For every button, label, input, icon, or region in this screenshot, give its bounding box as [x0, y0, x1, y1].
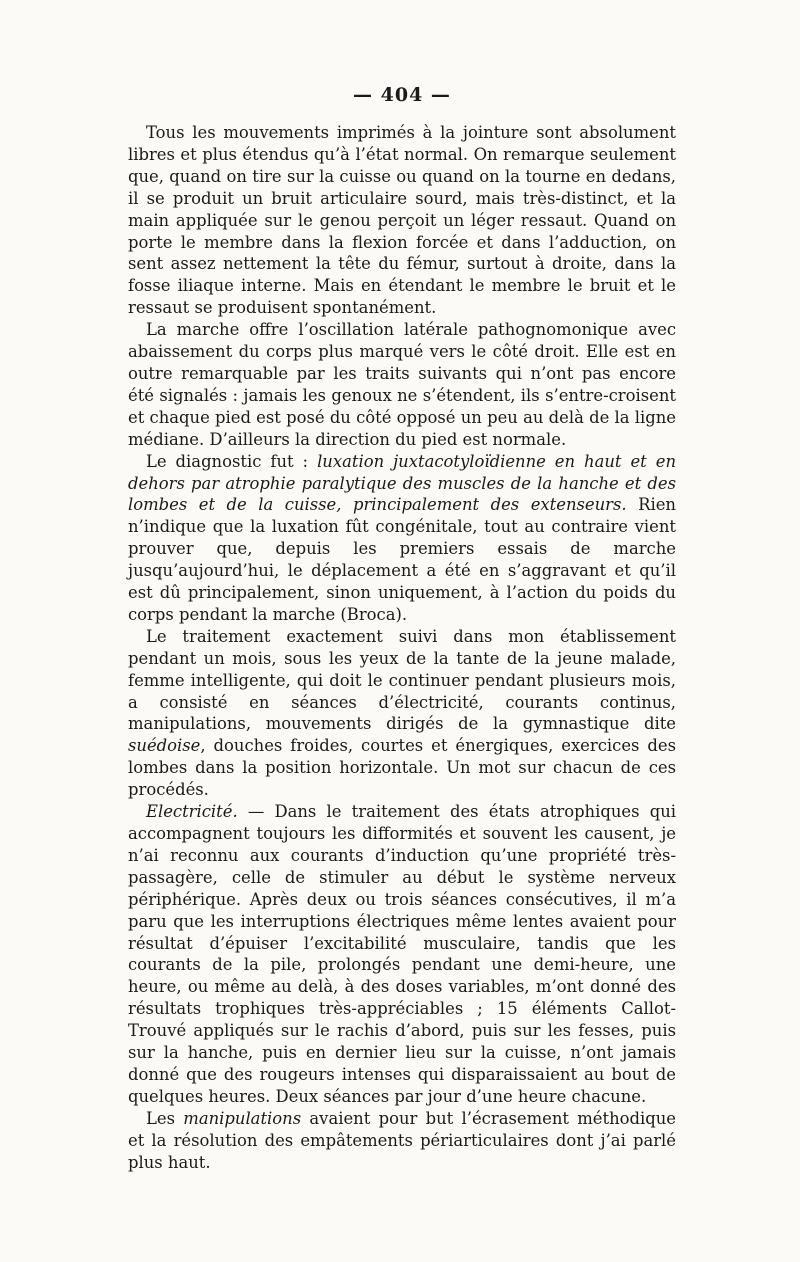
paragraph-text: La marche offre l’oscillation latérale pathognomonique avec abaissement du corps plus marqué vers le côté droit. Elle est en outre remarquable par les traits suivants qui n’ont pas encore été signalés : jamais les genoux ne s’étendent, ils s’entre-croisent et chaque pied est posé du côté opposé un peu au delà de la ligne médiane. D’ailleurs la direction du pied est normale. — [128, 320, 676, 449]
manipulations-italic: manipulations — [183, 1108, 302, 1128]
document-page — [128, 84, 676, 1174]
paragraph-text: Les — [146, 1108, 184, 1128]
paragraph-text: Le diagnostic fut : — [146, 451, 318, 471]
paragraph-gait — [128, 319, 676, 450]
paragraph-treatment — [128, 626, 676, 801]
page-number: — 404 — — [353, 84, 451, 106]
paragraph-text: Le traitement exactement suivi dans mon établissement pendant un mois, sous les yeux de la tante de la jeune malade, femme intelligente, qui doit le continuer pendant plusieurs mois, a consisté en séances d’électricité, courants continus, manipulations, mouvements dirigés de la gymnastique dite — [128, 626, 676, 734]
paragraph-text: Tous les mouvements imprimés à la jointure sont absolument libres et plus étendus qu’à l’état normal. On remarque seulement que, quand on tire sur la cuisse ou quand on la tourne en dedans, il se produit un bruit articulaire sourd, mais très-distinct, et la main appliquée sur le genou perçoit un léger ressaut. Quand on porte le membre dans la flexion forcée et dans l’adduction, on sent assez nettement la tête du fémur, surtout à droite, dans la fosse iliaque interne. Mais en étendant le membre le bruit et le ressaut se produisent spontanément. — [128, 123, 676, 318]
electricite-heading: Electricité. — [146, 802, 238, 822]
paragraph-joint-movements — [128, 122, 676, 319]
diagnosis-italic: luxation juxtacotyloïdienne en haut et en dehors par atrophie paralytique des muscles de la hanche et des lombes et de la cuisse, principalement des extenseurs. — [128, 451, 677, 515]
paragraph-diagnosis — [128, 451, 676, 626]
paragraph-text: , douches froides, courtes et énergiques, exercices des lombes dans la position horizontale. Un mot sur chacun de ces procédés. — [128, 736, 676, 800]
paragraph-text: — Dans le traitement des états atrophiques qui accompagnent toujours les difformités et souvent les causent, je n’ai reconnu aux courants d’induction qu’une propriété très-passagère, celle de stimuler au début le système nerveux périphérique. Après deux ou trois séances consécutives, il m’a paru que les interruptions électriques même lentes avaient pour résultat d’épuiser l’excitabilité musculaire, tandis que les courants de la pile, prolongés pendant une demi-heure, une heure, ou même au delà, à des doses variables, m’ont donné des résultats trophiques très-appréciables ; 15 éléments Callot-Trouvé appliqués sur le rachis d’abord, puis sur les fesses, puis sur la hanche, puis en dernier lieu sur la cuisse, n’ont jamais donné que des rougeurs intenses qui disparaissaient au bout de quelques heures. Deux séances par jour d’une heure chacune. — [128, 802, 676, 1106]
paragraph-manipulations — [128, 1108, 676, 1174]
paragraph-electricity — [128, 801, 676, 1108]
paragraph-text: avaient pour but l’écrasement méthodique et la résolution des empâtements périarticulaires dont j’ai parlé plus haut. — [128, 1108, 676, 1172]
paragraph-text: Rien n’indique que la luxation fût congénitale, tout au contraire vient prouver que, depuis les premiers essais de marche jusqu’aujourd’hui, le déplacement a été en s’aggravant et qu’il est dû principalement, sinon uniquement, à l’action du poids du corps pendant la marche (Broca). — [128, 495, 676, 624]
suedoise-italic: suédoise — [128, 736, 201, 756]
